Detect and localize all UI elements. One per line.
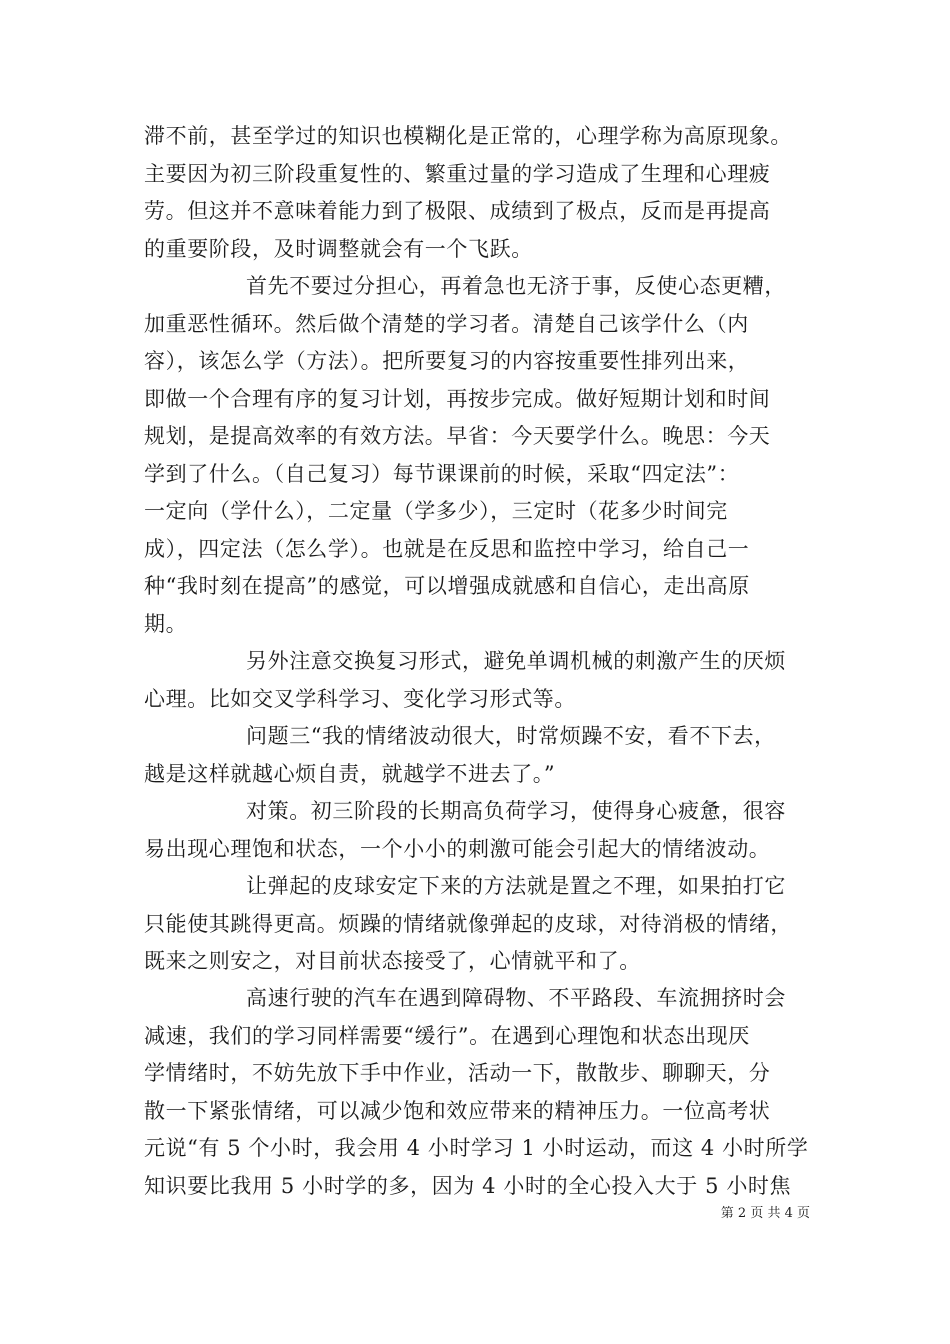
text-line: 对策。初三阶段的长期高负荷学习，使得身心疲惫，很容 — [246, 799, 786, 823]
text-line: 规划，是提高效率的有效方法。早省：今天要学什么。晚思：今天 — [144, 424, 771, 448]
text-line: 知识要比我用 5 小时学的多，因为 4 小时的全心投入大于 5 小时焦 — [144, 1173, 792, 1198]
paragraph-7 — [144, 980, 808, 1205]
text-line: 只能使其跳得更高。烦躁的情绪就像弹起的皮球，对待消极的情绪， — [144, 911, 792, 936]
text-line: 容），该怎么学（方法）。把所要复习的内容按重要性排列出来， — [144, 349, 750, 373]
text-line: 滞不前，甚至学过的知识也模糊化是正常的，心理学称为高原现象。 — [144, 124, 792, 148]
text-line: 一定向（学什么），二定量（学多少），三定时（花多少时间完 — [144, 499, 728, 523]
text-line: 劳。但这并不意味着能力到了极限、成绩到了极点，反而是再提高 — [144, 199, 771, 223]
text-line: 散一下紧张情绪，可以减少饱和效应带来的精神压力。一位高考状 — [144, 1098, 771, 1123]
paragraph-6 — [144, 868, 808, 981]
text-line: 元说“有 5 个小时，我会用 4 小时学习 1 小时运动，而这 4 小时所学 — [144, 1136, 809, 1160]
text-line: 期。 — [144, 611, 188, 636]
text-line: 高速行驶的汽车在遇到障碍物、不平路段、车流拥挤时会 — [246, 986, 786, 1010]
text-line: 学情绪时，不妨先放下手中作业，活动一下，散散步、聊聊天，分 — [144, 1061, 771, 1085]
text-line: 问题三“我的情绪波动很大，时常烦躁不安，看不下去， — [246, 724, 776, 748]
text-line: 易出现心理饱和状态，一个小小的刺激可能会引起大的情绪波动。 — [144, 836, 771, 861]
text-line: 种“我时刻在提高”的感觉，可以增强成就感和自信心，走出高原 — [144, 574, 750, 598]
text-line: 既来之则安之，对目前状态接受了，心情就平和了。 — [144, 949, 641, 973]
paragraph-5 — [144, 793, 808, 868]
text-line: 减速，我们的学习同样需要“缓行”。在遇到心理饱和状态出现厌 — [144, 1023, 750, 1048]
paragraph-1 — [144, 118, 808, 268]
text-line: 主要因为初三阶段重复性的、繁重过量的学习造成了生理和心理疲 — [144, 161, 771, 186]
paragraph-3 — [144, 643, 808, 718]
paragraph-4 — [144, 718, 808, 793]
paragraph-2 — [144, 268, 808, 643]
text-line: 即做一个合理有序的复习计划，再按步完成。做好短期计划和时间 — [144, 386, 771, 411]
text-line: 越是这样就越心烦自责，就越学不进去了。” — [144, 761, 556, 786]
text-line: 加重恶性循环。然后做个清楚的学习者。清楚自己该学什么（内 — [144, 311, 749, 336]
text-line: 的重要阶段，及时调整就会有一个飞跃。 — [144, 236, 533, 261]
text-line: 让弹起的皮球安定下来的方法就是置之不理，如果拍打它 — [246, 874, 786, 898]
text-line: 首先不要过分担心，再着急也无济于事，反使心态更糟， — [246, 274, 786, 298]
page-number-footer: 第 2 页 共 4 页 — [720, 1206, 810, 1221]
text-line: 另外注意交换复习形式，避免单调机械的刺激产生的厌烦 — [246, 649, 786, 673]
text-line: 心理。比如交叉学科学习、变化学习形式等。 — [144, 686, 576, 711]
text-line: 学到了什么。（自己复习）每节课课前的时候，采取“四定法”： — [144, 461, 740, 486]
text-line: 成），四定法（怎么学）。也就是在反思和监控中学习，给自己一 — [144, 536, 750, 561]
